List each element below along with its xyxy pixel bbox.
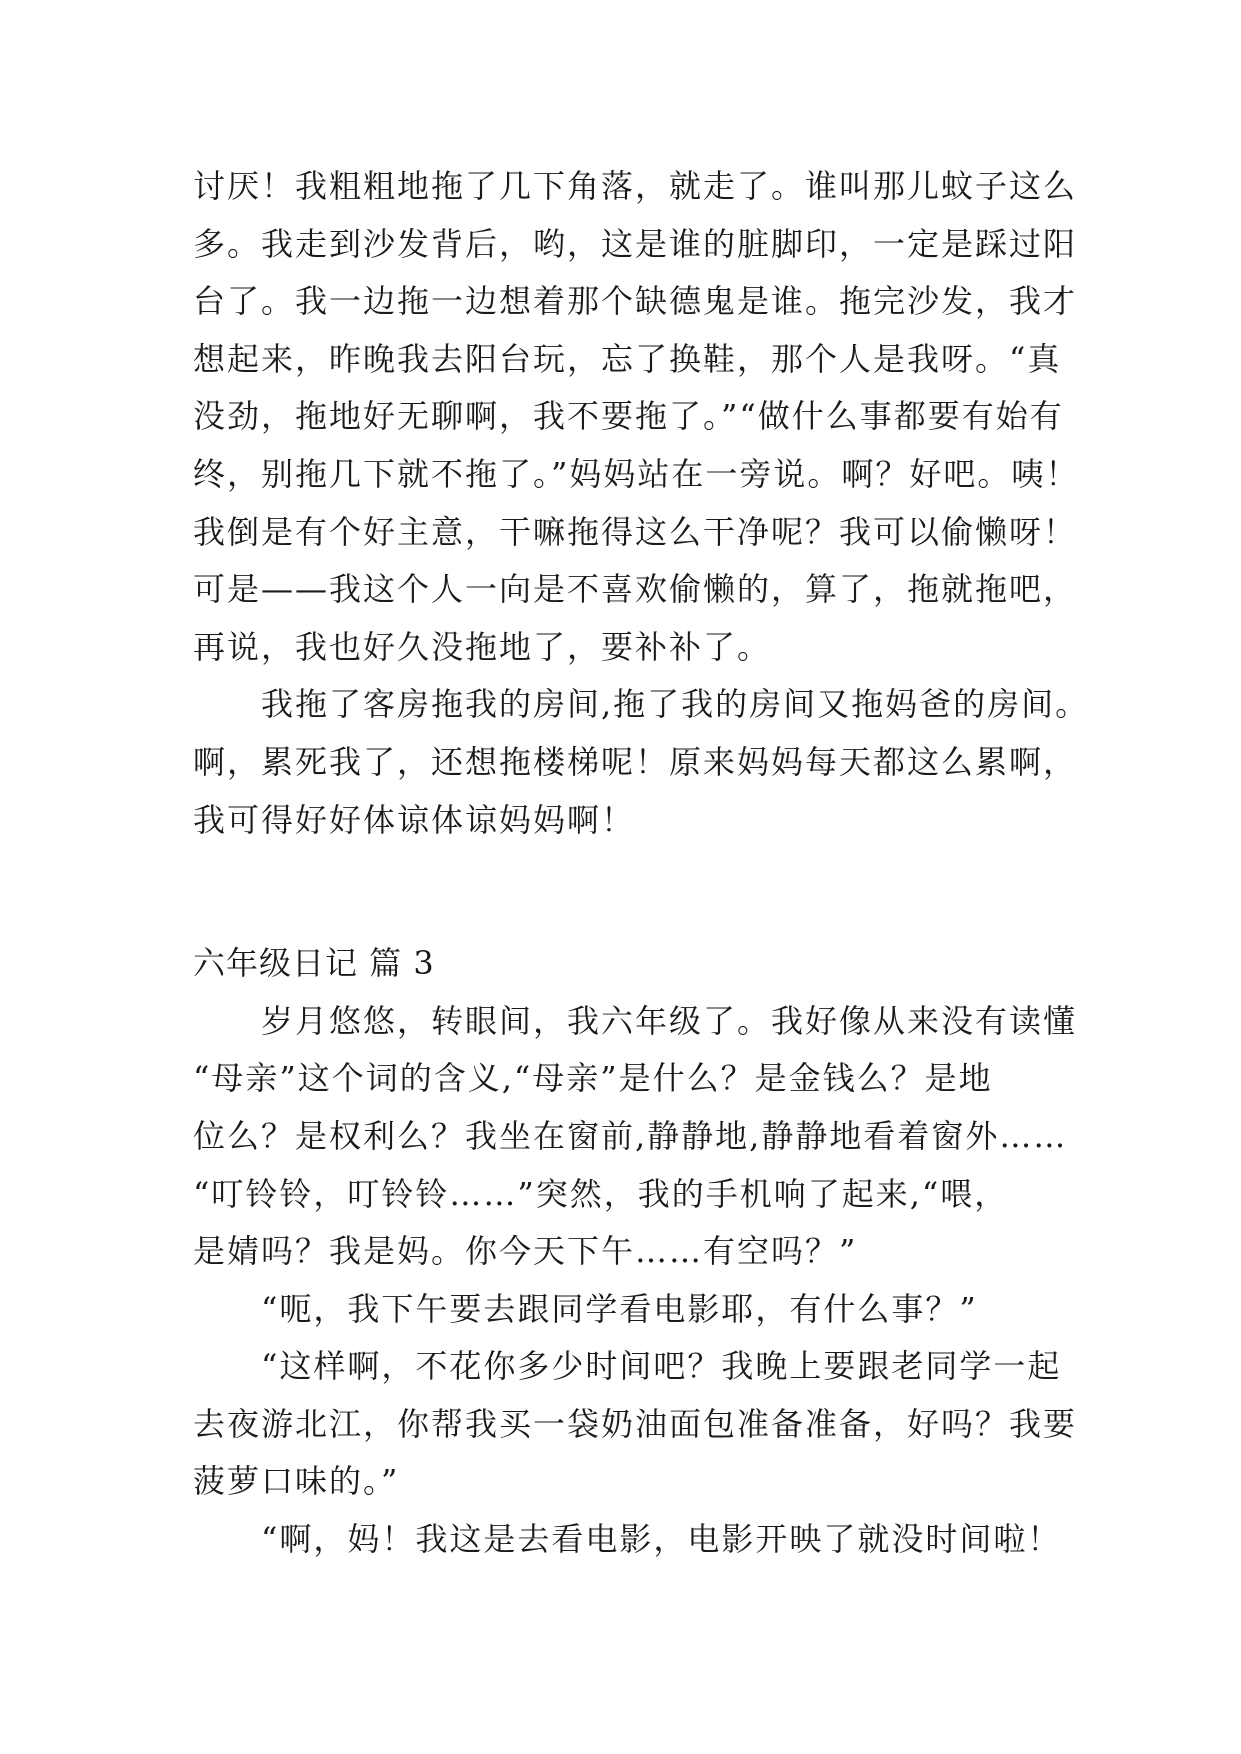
text-line: “母亲”这个词的含义,“母亲”是什么？是金钱么？是地	[193, 1059, 993, 1098]
paragraph-1	[193, 158, 1080, 676]
text-line: 可是——我这个人一向是不喜欢偷懒的，算了，拖就拖吧，	[193, 570, 1078, 609]
paragraph-3	[193, 993, 1078, 1569]
text-line: 没劲，拖地好无聊啊，我不要拖了。”“做什么事都要有始有	[193, 397, 1064, 436]
paragraph-2	[193, 676, 1090, 849]
text-line: 台了。我一边拖一边想着那个缺德鬼是谁。拖完沙发，我才	[193, 282, 1078, 321]
text-line: 位么？是权利么？我坐在窗前,静静地,静静地看着窗外……	[193, 1116, 1068, 1155]
text-line: 多。我走到沙发背后，哟，这是谁的脏脚印，一定是踩过阳	[193, 224, 1078, 263]
text-line: 终，别拖几下就不拖了。”妈妈站在一旁说。啊？好吧。咦！	[193, 454, 1080, 493]
text-line: 我倒是有个好主意，干嘛拖得这么干净呢？我可以偷懒呀！	[193, 512, 1078, 551]
text-line: “叮铃铃，叮铃铃……”突然，我的手机响了起来,“喂，	[193, 1174, 1009, 1213]
text-line: 想起来，昨晚我去阳台玩，忘了换鞋，那个人是我呀。“真	[193, 339, 1062, 378]
text-line: 菠萝口味的。”	[193, 1462, 400, 1501]
text-line: 啊，累死我了，还想拖楼梯呢！原来妈妈每天都这么累啊，	[193, 742, 1078, 781]
text-line: 再说，我也好久没拖地了，要补补了。	[193, 627, 772, 666]
text-line: 是婧吗？我是妈。你今天下午……有空吗？”	[193, 1232, 858, 1271]
section-title: 六年级日记 篇 3	[193, 944, 435, 983]
text-line: 我拖了客房拖我的房间,拖了我的房间又拖妈爸的房间。	[193, 685, 1090, 724]
text-line: 我可得好好体谅体谅妈妈啊！	[193, 800, 636, 839]
text-line: 去夜游北江，你帮我买一袋奶油面包准备准备，好吗？我要	[193, 1404, 1078, 1443]
text-line: 岁月悠悠，转眼间，我六年级了。我好像从来没有读懂	[193, 1001, 1078, 1040]
section-gap	[193, 849, 1073, 935]
document-body	[193, 158, 1090, 1569]
text-line: “这样啊，不花你多少时间吧？我晚上要跟老同学一起	[193, 1347, 1062, 1386]
text-line: “啊，妈！我这是去看电影，电影开映了就没时间啦！	[193, 1520, 1062, 1559]
text-line: 讨厌！我粗粗地拖了几下角落，就走了。谁叫那儿蚊子这么	[193, 167, 1078, 205]
text-line: “呃，我下午要去跟同学看电影耶，有什么事？”	[193, 1289, 978, 1328]
